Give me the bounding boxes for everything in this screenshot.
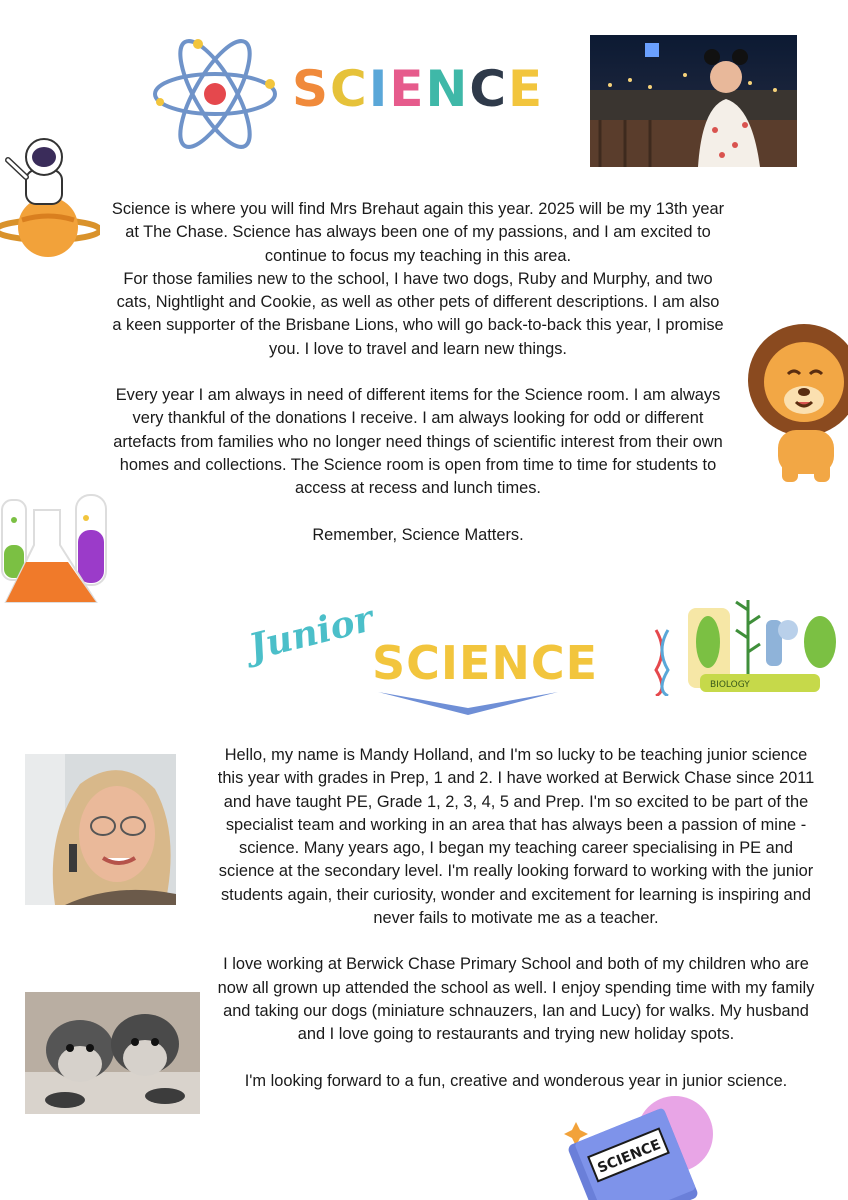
intro-text — [110, 198, 726, 547]
junior-science-word — [372, 636, 598, 690]
beakers-icon — [0, 490, 112, 608]
biology-label: BIOLOGY — [710, 680, 750, 690]
junior-paragraph: Hello, my name is Mandy Holland, and I'm so lucky to be teaching junior science this year with grades in Prep, 1 and 2. I have worked at Berwick Chase since 2011 and have taught PE, Grade 1, 2, 3, 4, 5 and Prep. I'm so excited to be part of the specialist team and working in an area that has always been a passion of mine - science. Many years ago, I began my teaching career specialising in PE and science at the secondary level. I'm really looking forward to working with the junior students again, their curiosity, wonder and excitement for learning is inspiring and never fails to motivate me as a teacher. — [217, 746, 815, 928]
astronaut-planet-icon — [0, 132, 100, 262]
dogs-photo — [25, 992, 200, 1114]
junior-word: Junior — [244, 597, 378, 669]
science-letter: E — [389, 60, 426, 118]
science-book-icon — [560, 1094, 720, 1200]
junior-text — [210, 744, 822, 1093]
science-letter: S — [292, 60, 331, 118]
junior-paragraph: I love working at Berwick Chase Primary School and both of my children who are now all grown up attended the school as well. I enjoy spending time with my family and taking our dogs (miniature schnauzers, Ian and Lucy) for walks. My husband and I love going to restaurants and trying new holiday spots. — [217, 955, 815, 1044]
book-label: SCIENCE — [595, 1136, 664, 1177]
junior-paragraph: I'm looking forward to a fun, creative and wonderous year in junior science. — [244, 1071, 788, 1090]
science-letter: E — [508, 60, 545, 118]
intro-paragraph: Science is where you will find Mrs Brehaut again this year. 2025 will be my 13th year at The Chase. Science has always been one of my passions, and I am excited to continue to focus my teaching in this area. — [111, 200, 725, 265]
science-letter: N — [425, 60, 470, 118]
biology-illustration — [648, 580, 840, 696]
intro-paragraph: Every year I am always in need of different items for the Science room. I am always very thankful of the donations I receive. I am always looking for odd or different artefacts from families who no longer need things of scientific interest from their own homes and collections. The Science room is open from time to time for students to access at recess and lunch times. — [113, 386, 723, 498]
science-letter: C — [469, 60, 509, 118]
science-letter: C — [330, 60, 369, 118]
atom-icon — [150, 34, 280, 152]
lion-icon — [742, 322, 848, 484]
junior-science-letters: SCIENCE — [372, 636, 599, 690]
intro-paragraph: For those families new to the school, I have two dogs, Ruby and Murphy, and two cats, Nightlight and Cookie, as well as other pets of different descriptions. I am also a keen supporter of the Brisbane Lions, who will go back-to-back this year, I promise you. I love to travel and learn new things. — [112, 269, 724, 358]
teacher-travel-photo — [590, 35, 797, 167]
science-letter: I — [368, 60, 390, 118]
science-title — [292, 60, 544, 118]
mandy-photo — [25, 754, 176, 905]
banner-swoosh — [378, 688, 558, 716]
junior-science-title — [244, 597, 378, 669]
intro-signoff: Remember, Science Matters. — [312, 525, 524, 544]
